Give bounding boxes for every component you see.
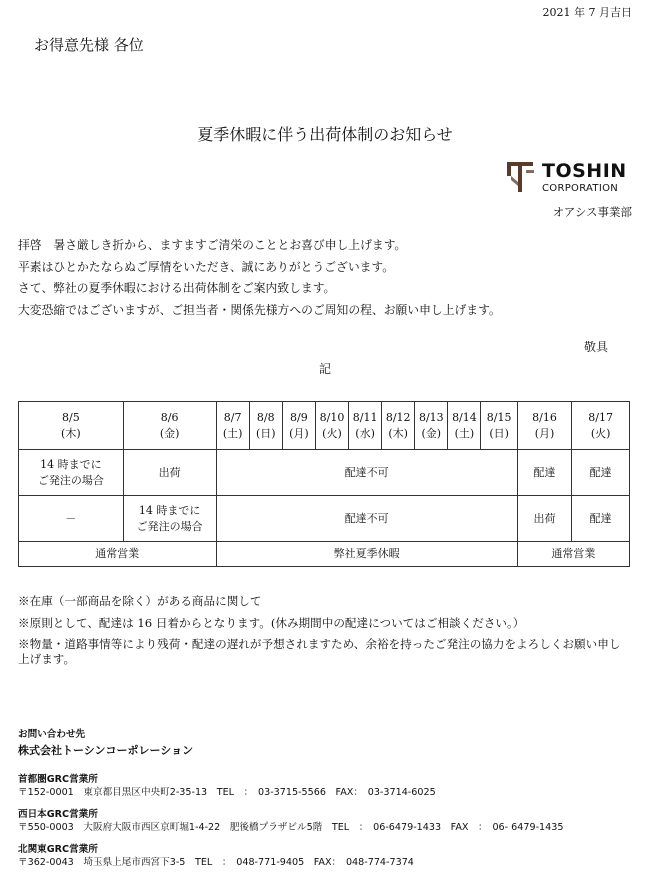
day-header: 8/15 (日) bbox=[481, 402, 517, 450]
day-header: 8/8 (日) bbox=[249, 402, 282, 450]
table-row bbox=[19, 450, 630, 496]
note-line: ※物量・道路事情等により残荷・配達の遅れが予想されますため、余裕を持ったご発注の協力をよろしくお願い申し上げます。 bbox=[18, 637, 621, 666]
ki-heading: 記 bbox=[318, 362, 331, 376]
table-cell: 配達 bbox=[517, 450, 571, 496]
document-title: 夏季休暇に伴う出荷体制のお知らせ bbox=[197, 125, 453, 144]
notes bbox=[18, 594, 630, 673]
day-header: 8/7 (土) bbox=[216, 402, 249, 450]
letter-body bbox=[18, 238, 630, 324]
recipient: お得意先様 各位 bbox=[34, 36, 144, 54]
office-address: 〒152-0001 東京都目黒区中央町2-35-13 TEL ： 03-3715-5566 FAX： 03-3714-6025 bbox=[18, 787, 436, 798]
day-header: 8/17 (火) bbox=[572, 402, 630, 450]
body-line: 拝啓 暑さ厳しき折から、ますますご清栄のこととお喜び申し上げます。 bbox=[18, 238, 407, 252]
document-date: 2021 年 7 月吉日 bbox=[542, 6, 632, 19]
day-header: 8/14 (土) bbox=[448, 402, 481, 450]
contact-label: お問い合わせ先 bbox=[18, 729, 86, 740]
table-cell: 出荷 bbox=[517, 496, 571, 542]
body-line: 平素はひとかたならぬご厚情をいただき、誠にありがとうございます。 bbox=[18, 259, 395, 274]
contact-info bbox=[18, 726, 638, 869]
logo-name: TOSHIN bbox=[542, 160, 627, 182]
day-header: 8/6 (金) bbox=[123, 402, 216, 450]
office-name: 北関東GRC営業所 bbox=[18, 844, 98, 855]
office-address: 〒362-0043 埼玉県上尾市西宮下3-5 TEL ： 048-771-9405 FAX： 048-774-7374 bbox=[18, 857, 414, 868]
office-name: 西日本GRC営業所 bbox=[18, 809, 98, 820]
day-header: 8/11 (水) bbox=[349, 402, 382, 450]
table-cell: 配達不可 bbox=[216, 450, 517, 496]
day-header: 8/9 (月) bbox=[282, 402, 315, 450]
day-header: 8/13 (金) bbox=[415, 402, 448, 450]
logo-subtitle: CORPORATION bbox=[542, 183, 619, 194]
day-header: 8/16 (月) bbox=[517, 402, 571, 450]
table-cell: 通常営業 bbox=[19, 542, 217, 567]
closing-keigu: 敬具 bbox=[584, 340, 609, 354]
table-row bbox=[19, 496, 630, 542]
division-name: オアシス事業部 bbox=[552, 205, 632, 219]
table-cell: － bbox=[19, 496, 124, 542]
office bbox=[18, 808, 638, 834]
note-line: ※原則として、配達は 16 日着からとなります。(休み期間中の配達についてはご相談ください。） bbox=[18, 615, 525, 630]
office-name: 首都圏GRC営業所 bbox=[18, 774, 98, 785]
body-line: さて、弊社の夏季休暇における出荷体制をご案内致します。 bbox=[18, 281, 336, 296]
table-cell: 14 時までに ご発注の場合 bbox=[123, 496, 216, 542]
table-cell: 配達 bbox=[572, 496, 630, 542]
office bbox=[18, 773, 638, 799]
table-cell: 配達 bbox=[572, 450, 630, 496]
table-cell: 配達不可 bbox=[216, 496, 517, 542]
day-header: 8/10 (火) bbox=[315, 402, 348, 450]
office-address: 〒550-0003 大阪府大阪市西区京町堀1-4-22 肥後橋プラザビル5階 TEL ： 06-6479-1433 FAX ： 06- 6479-1435 bbox=[18, 822, 564, 833]
day-header: 8/12 (木) bbox=[382, 402, 415, 450]
day-header: 8/5 (木) bbox=[19, 402, 124, 450]
company-name: 株式会社トーシンコーポレーション bbox=[18, 744, 194, 757]
table-cell: 14 時までに ご発注の場合 bbox=[19, 450, 124, 496]
body-line: 大変恐縮ではございますが、ご担当者・関係先様方へのご周知の程、お願い申し上げます。 bbox=[18, 302, 501, 317]
note-line: ※在庫（一部商品を除く）がある商品に関して bbox=[18, 594, 262, 608]
toshin-logo-icon bbox=[504, 160, 538, 194]
shipping-schedule-table bbox=[18, 401, 630, 567]
table-cell: 通常営業 bbox=[517, 542, 629, 567]
table-row bbox=[19, 542, 630, 567]
table-cell: 出荷 bbox=[123, 450, 216, 496]
office bbox=[18, 843, 638, 869]
table-cell: 弊社夏季休暇 bbox=[216, 542, 517, 567]
table-header-row bbox=[19, 402, 630, 450]
